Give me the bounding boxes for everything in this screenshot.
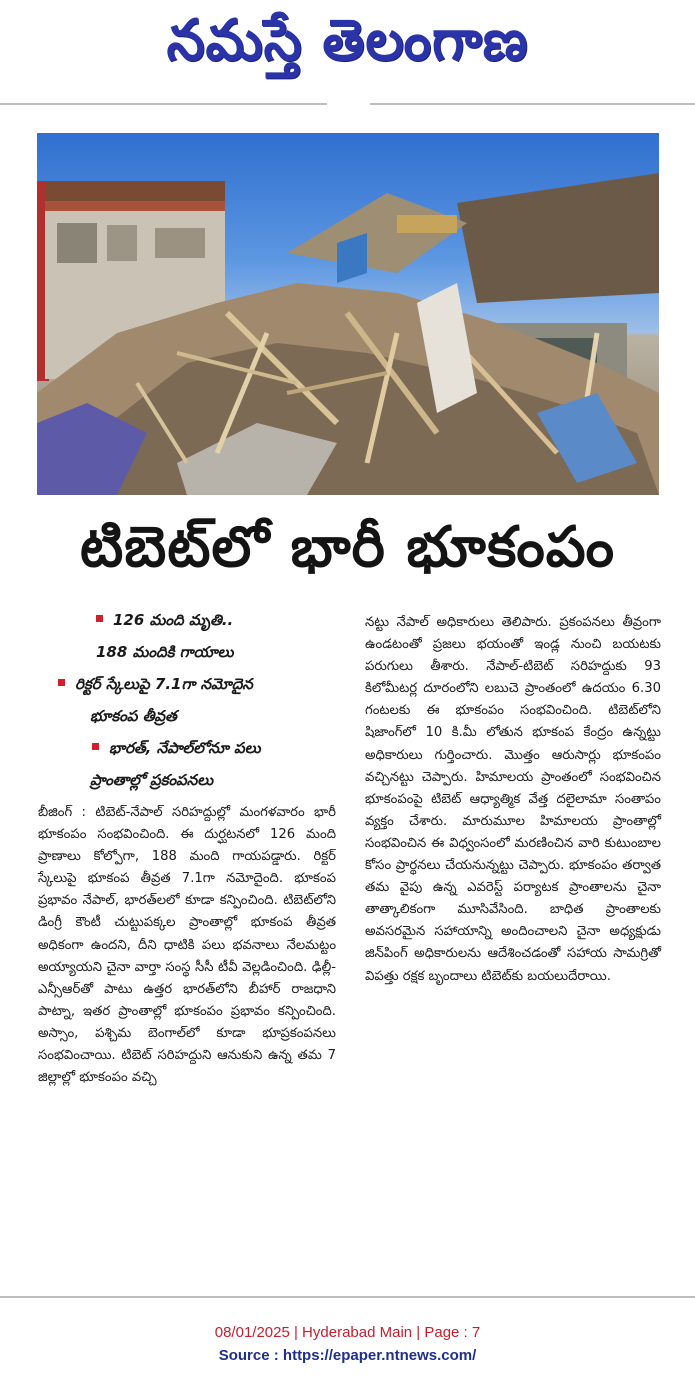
bullet-icon xyxy=(96,615,103,622)
masthead xyxy=(0,0,695,95)
article-column-left xyxy=(38,604,336,1089)
highlight-item: 126 మంది మృతి.. xyxy=(38,604,336,636)
newspaper-logo: నమస్తే తెలంగాణ xyxy=(166,7,529,74)
article-body-right: నట్టు నేపాల్ అధికారులు తెలిపారు. ప్రకంపనలు తీవ్రంగా ఉండటంతో ప్రజలు భయంతో ఇండ్ల నుంచి బయటకు పరుగులు తీశారు. నేపాల్-టిబెట్ సరిహద్దుకు 93 కిలోమీటర్ల దూరంలోని లబుచె ప్రాంతంలో ఉదయం 6.30 గంటలకు ఈ భూకంపం సంభవించింది. టిబెట్‌లోని షిజాంగ్‌లో 10 కి.మీ లోతున భూకంప కేంద్రం ఉన్నట్టు అధికారులు గుర్తించారు. మొత్తం ఆరుసార్లు భూకంపం వచ్చినట్టు చెప్పారు. హిమాలయ ప్రాంతంలో సంభవించిన భూకంపంపై టిబెట్ ఆధ్యాత్మిక వేత్త దలైలామా సంతాపం వ్యక్తం చేశారు. మారుమూల హిమాలయ ప్రాంతాల్లో సంభవించిన ఈ విధ్వంసంలో మరణించిన వారి కుటుంబాల కోసం ప్రార్థనలు చేయనున్నట్టు చెప్పారు. భూకంపం తర్వాత తమ వైపు ఉన్న ఎవరెస్ట్ పర్యాటక ప్రాంతాలను చైనా తాత్కాలికంగా మూసివేసింది. బాధిత ప్రాంతాలకు అవసరమైన సహాయాన్ని అందించాలని చైనా అధ్యక్షుడు జిన్‌పింగ్ అధికారులను ఆదేశించడంతో సహాయ సామగ్రితో విపత్తు రక్షక బృందాలు టిబెట్‌కు బయలుదేరాయి. xyxy=(365,615,661,984)
bullet-icon xyxy=(92,743,99,750)
divider xyxy=(0,1296,695,1298)
edition-info: 08/01/2025 | Hyderabad Main | Page : 7 xyxy=(214,1324,481,1341)
highlight-item: రిక్టర్ స్కేలుపై 7.1గా నమోదైన xyxy=(38,668,336,700)
highlight-item: భారత్, నేపాల్‌లోనూ పలు xyxy=(38,732,336,764)
source-line xyxy=(0,1347,695,1364)
divider xyxy=(0,103,327,105)
article-body-left: బీజింగ్ : టిబెట్-నేపాల్ సరిహద్దుల్లో మంగళవారం భారీ భూకంపం సంభవించింది. ఈ దుర్ఘటనలో 126 మంది ప్రాణాలు కోల్పోగా, 188 మంది గాయపడ్డారు. రిక్టర్ స్కేలుపై భూకంప తీవ్రత 7.1గా నమోదైంది. భూకంప ప్రభావం నేపాల్, భారత్‌లలో కూడా కన్పించింది. టిబెట్‌లోని డింగ్రీ కౌంటీ చుట్టుపక్కల ప్రాంతాల్లో భూకంప తీవ్రత అధికంగా ఉందని, దీని ధాటికి పలు భవనాలు నేలమట్టం అయ్యాయని చైనా వార్తా సంస్థ సీసీ టీవీ వెల్లడించింది. ఢిల్లీ-ఎన్సీఆర్‌తో పాటు ఉత్తర భారత్‌లోని బీహార్ రాజధాని పాట్నా, ఇతర ప్రాంతాల్లో భూకంపం ప్రభావం కన్పించింది. అస్సాం, పశ్చిమ బెంగాల్‌లో కూడా భూప్రకంపనలు సంభవించాయి. టిబెట్ సరిహద్దుని ఆనుకుని ఉన్న తమ 7 జిల్లాల్లో భూకంపం వచ్చి xyxy=(38,805,336,1086)
bullet-icon xyxy=(58,679,65,686)
highlight-item: ప్రాంతాల్లో ప్రకంపనలు xyxy=(90,771,214,789)
highlight-item: భూకంప తీవ్రత xyxy=(90,707,177,725)
article-photo xyxy=(37,133,659,495)
source-link[interactable]: https://epaper.ntnews.com/ xyxy=(282,1347,477,1364)
divider xyxy=(370,103,695,105)
highlights-list xyxy=(38,604,336,796)
source-label: Source : xyxy=(218,1347,283,1364)
article-headline: టిబెట్‌లో భారీ భూకంపం xyxy=(80,515,615,580)
article-column-right xyxy=(365,612,661,988)
highlight-item: 188 మందికి గాయాలు xyxy=(96,643,234,661)
